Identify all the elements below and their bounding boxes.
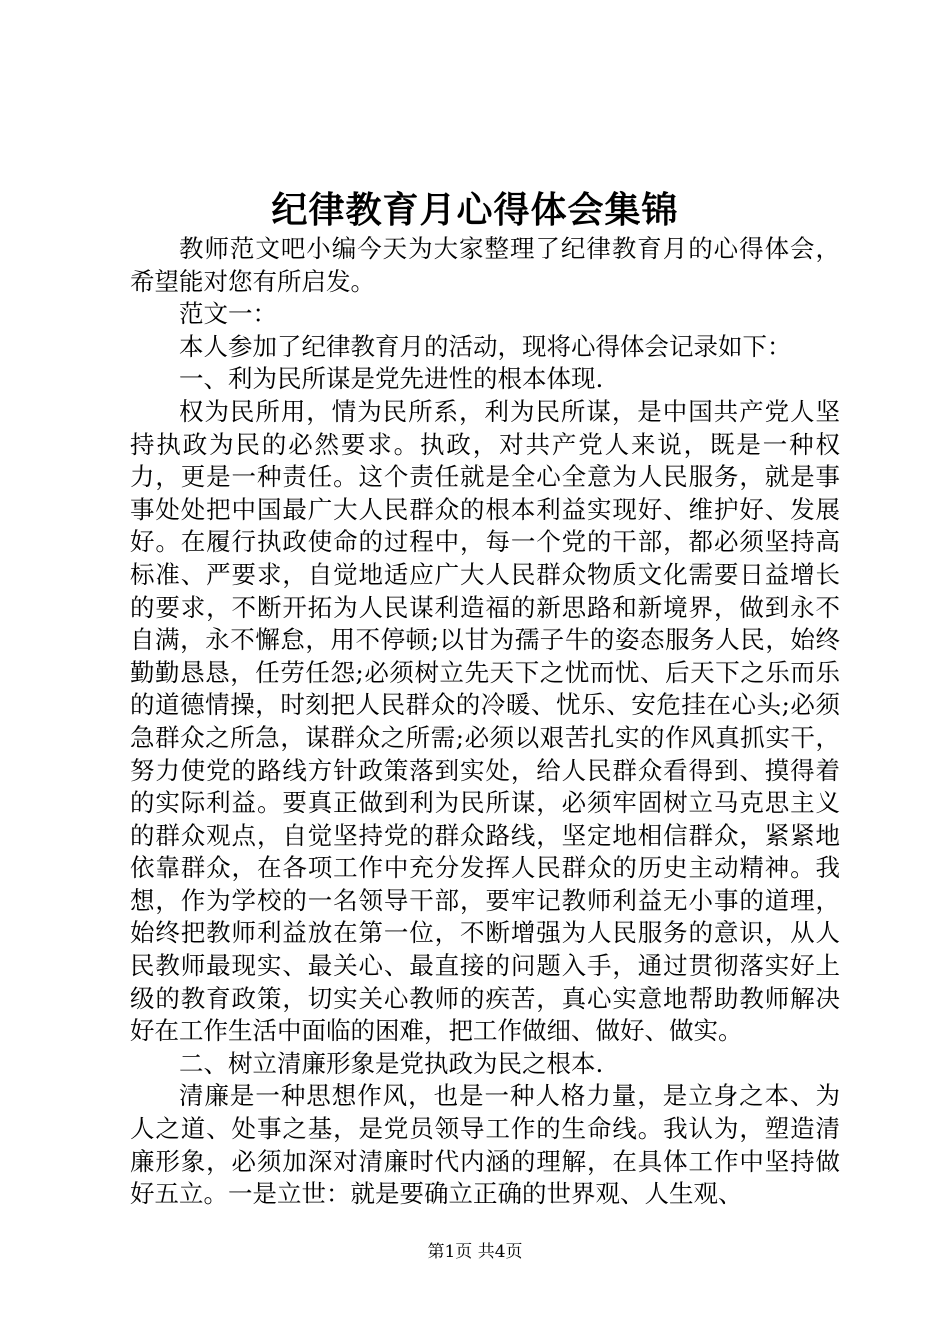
section-heading-2: 二、树立清廉形象是党执政为民之根本. [179,1048,604,1078]
section-paragraph-2: 清廉是一种思想作风，也是一种人格力量，是立身之本、为人之道、处事之基，是党员领导工作的生命线。我认为，塑造清廉形象，必须加深对清廉时代内涵的理解，在具体工作中坚持做好五立。一是立世：就是要确立正确的世界观、人生观、 [130,1081,840,1209]
intro-statement: 本人参加了纪律教育月的活动，现将心得体会记录如下： [179,331,792,361]
page-footer: 第1页 共4页 [427,1242,523,1262]
document-title: 纪律教育月心得体会集锦 [271,189,679,231]
sample-heading: 范文一： [179,299,277,329]
intro-paragraph: 教师范文吧小编今天为大家整理了纪律教育月的心得体会，希望能对您有所启发。 [130,234,840,296]
section-paragraph-1: 权为民所用，情为民所系，利为民所谋，是中国共产党人坚持执政为民的必然要求。执政，对共产党人来说，既是一种权力，更是一种责任。这个责任就是全心全意为人民服务，就是事事处处把中国最广大人民群众的根本利益实现好、维护好、发展好。在履行执政使命的过程中，每一个党的干部，都必须坚持高标准、严要求，自觉地适应广大人民群众物质文化需要日益增长的要求，不断开拓为人民谋利造福的新思路和新境界，做到永不自满，永不懈怠，用不停顿;以甘为孺子牛的姿态服务人民，始终勤勤恳恳，任劳任怨;必须树立先天下之忧而忧、后天下之乐而乐的道德情操，时刻把人民群众的冷暖、忧乐、安危挂在心头;必须急群众之所急，谋群众之所需;必须以艰苦扎实的作风真抓实干，努力使党的路线方针政策落到实处，给人民群众看得到、摸得着的实际利益。要真正做到利为民所谋，必须牢固树立马克思主义的群众观点，自觉坚持党的群众路线，坚定地相信群众，紧紧地依靠群众，在各项工作中充分发挥人民群众的历史主动精神。我想，作为学校的一名领导干部，要牢记教师利益无小事的道理，始终把教师利益放在第一位，不断增强为人民服务的意识，从人民教师最现实、最关心、最直接的问题入手，通过贯彻落实好上级的教育政策，切实关心教师的疾苦，真心实意地帮助教师解决好在工作生活中面临的困难，把工作做细、做好、做实。 [130,396,840,1046]
section-heading-1: 一、利为民所谋是党先进性的根本体现. [179,364,604,394]
document-body [130,233,840,1211]
